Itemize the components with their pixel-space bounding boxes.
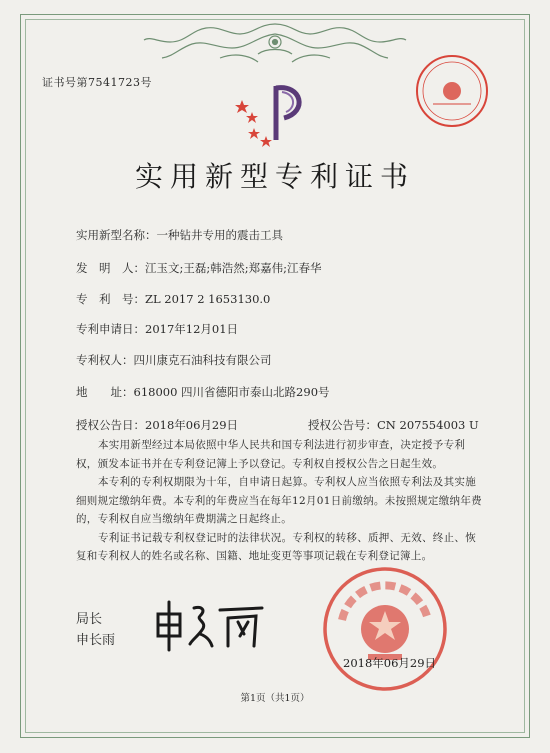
field-value: CN 207554003 U: [377, 418, 479, 432]
field-label: 授权公告号：: [308, 418, 377, 432]
certificate-number: 证书号第7541723号: [42, 76, 152, 89]
page-footer: 第1页（共1页）: [240, 693, 310, 704]
field-inventors: [76, 260, 322, 276]
field-value: 一种钻井专用的震击工具: [156, 228, 283, 242]
field-value: 2017年12月01日: [145, 322, 239, 336]
certificate-body: [76, 436, 486, 566]
field-grant-date: [76, 417, 238, 433]
director-block: [76, 609, 115, 651]
field-value: 618000 四川省德阳市泰山北路290号: [133, 385, 330, 399]
director-name: 申长雨: [76, 633, 116, 648]
certificate-title: 实用新型专利证书: [134, 160, 415, 193]
field-value: ZL 2017 2 1653130.0: [145, 292, 271, 306]
field-patent-number: [76, 291, 270, 307]
seal-date: 2018年06月29日: [343, 656, 437, 670]
patent-office-logo-icon: [232, 78, 312, 150]
field-filing-date: [76, 321, 238, 337]
director-signature: [150, 596, 270, 652]
field-label: 实用新型名称：: [76, 228, 157, 242]
field-value: 2018年06月29日: [145, 418, 239, 432]
director-title: 局长: [76, 612, 103, 627]
field-grant-number: [308, 417, 479, 433]
field-label: 发 明 人：: [76, 261, 145, 275]
field-label: 专 利 号：: [76, 292, 145, 306]
official-seal-icon: [320, 564, 450, 694]
field-utility-model-name: [76, 227, 283, 243]
field-patentee: [76, 352, 272, 368]
ornament-icon: [140, 18, 410, 66]
field-label: 专利权人：: [76, 353, 134, 367]
field-label: 授权公告日：: [76, 418, 145, 432]
body-paragraph: 本实用新型经过本局依照中华人民共和国专利法进行初步审查，决定授予专利权，颁发本证书并在专利登记簿上予以登记。专利权自授权公告之日起生效。: [76, 439, 466, 470]
field-label: 地 址：: [76, 385, 134, 399]
field-value: 江玉文;王磊;韩浩然;郑嘉伟;江春华: [145, 261, 322, 275]
field-label: 专利申请日：: [76, 322, 145, 336]
body-paragraph: 专利证书记载专利权登记时的法律状况。专利权的转移、质押、无效、终止、恢复和专利权人的姓名或名称、国籍、地址变更等事项记载在专利登记簿上。: [76, 531, 476, 562]
field-address: [76, 384, 330, 400]
agency-seal-icon: [413, 52, 491, 130]
body-paragraph: 本专利的专利权期限为十年，自申请日起算。专利权人应当依照专利法及其实施细则规定缴纳年费。本专利的年费应当在每年12月01日前缴纳。未按照规定缴纳年费的，专利权自应当缴纳年费期满之日起终止。: [76, 476, 482, 525]
field-value: 四川康克石油科技有限公司: [133, 353, 272, 367]
